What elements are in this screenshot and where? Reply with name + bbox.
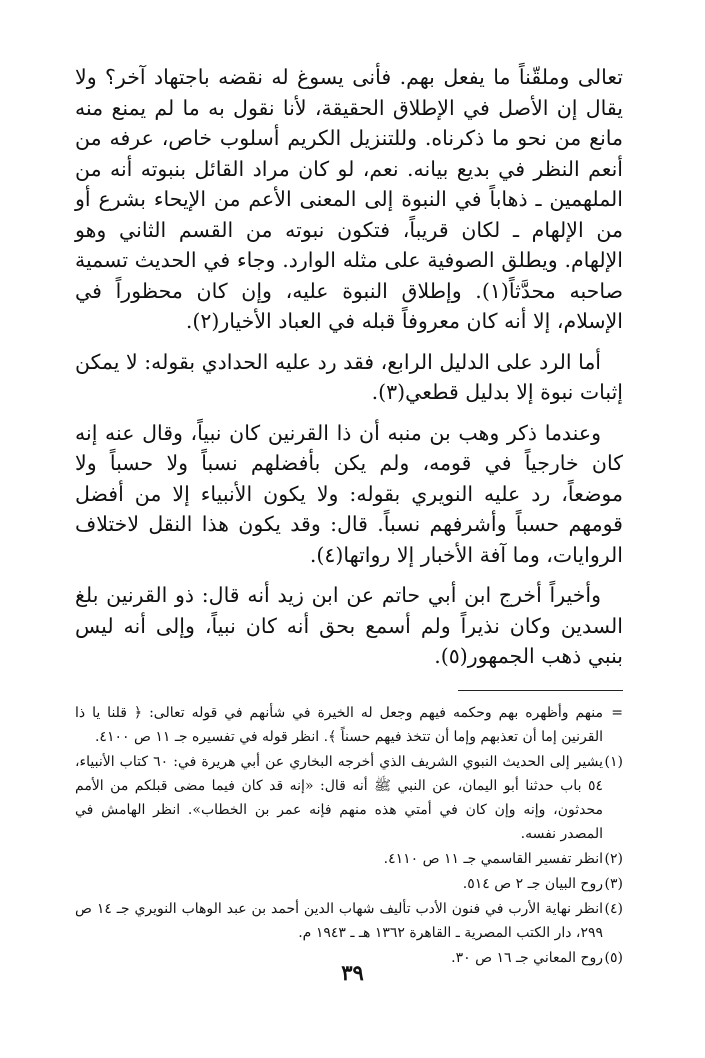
footnote-marker: (٤) bbox=[604, 900, 623, 917]
footnote-text: يشير إلى الحديث النبوي الشريف الذي أخرجه البخاري عن أبي هريرة في: ٦٠ كتاب الأنبياء، ٥٤ باب حدثنا أبو اليمان، عن النبي ﷺ أنه قال: «إنه قد كان فيما مضى قبلكم من الأمم محدثون، وإنه وإن كان في أمتي هذه منهم فإنه عمر بن الخطاب». انظر الهامش في المصدر نفسه. bbox=[75, 753, 604, 842]
paragraph-3: وعندما ذكر وهب بن منبه أن ذا القرنين كان نبياً، وقال عنه إنه كان خارجياً في قومه، ولم يكن بأفضلهم نسباً ولا حسباً ولا موضعاً، رد عليه النويري بقوله: ولا يكون الأنبياء إلا من أفضل قومهم حسباً وأشرفهم نسباً. قال: وقد يكون هذا النقل لاختلاف الروايات، وما آفة الأخبار إلا رواتها(٤). bbox=[75, 420, 623, 567]
footnote-2 bbox=[75, 847, 623, 871]
footnotes bbox=[75, 701, 623, 970]
footnote-marker: = bbox=[611, 704, 623, 721]
footnote-separator bbox=[458, 690, 623, 691]
footnote-marker: (٥) bbox=[604, 949, 623, 966]
footnote-4 bbox=[75, 897, 623, 945]
footnote-marker: (٢) bbox=[604, 850, 623, 867]
footnote-3 bbox=[75, 872, 623, 896]
paragraph-2: أما الرد على الدليل الرابع، فقد رد عليه الحدادي بقوله: لا يمكن إثبات نبوة إلا بدليل قطعي(٣). bbox=[75, 349, 623, 404]
main-body bbox=[75, 62, 623, 672]
footnote-continued bbox=[75, 701, 623, 749]
footnote-marker: (١) bbox=[604, 753, 623, 770]
page-number: ٣٩ bbox=[341, 960, 364, 985]
footnote-text: روح البيان جـ ٢ ص ٥١٤. bbox=[462, 875, 603, 892]
document-page bbox=[75, 62, 623, 1058]
paragraph-1: تعالى وملقّناً ما يفعل بهم. فأنى يسوغ له نقضه باجتهاد آخر؟ ولا يقال إن الأصل في الإطلاق الحقيقة، لأنا نقول به ما لم يمنع منه مانع من نحو ما ذكرناه. وللتنزيل الكريم أسلوب خاص، عرفه من أنعم النظر في بديع بيانه. نعم، لو كان مراد القائل بنبوته أنه من الملهمين ـ ذهاباً في النبوة إلى المعنى الأعم من الإيحاء بشرع أو من الإلهام ـ لكان قريباً، فتكون نبوته من القسم الثاني وهو الإلهام. ويطلق الصوفية على مثله الوارد. وجاء في الحديث تسمية صاحبه محدَّثاً(١). وإطلاق النبوة عليه، وإن كان محظوراً في الإسلام، إلا أنه كان معروفاً قبله في العباد الأخيار(٢). bbox=[75, 65, 623, 333]
footnote-1 bbox=[75, 750, 623, 846]
footnote-text: روح المعاني جـ ١٦ ص ٣٠. bbox=[451, 949, 603, 966]
footnote-text: انظر تفسير القاسمي جـ ١١ ص ٤١١٠. bbox=[383, 850, 603, 867]
footnote-text: انظر نهاية الأرب في فنون الأدب تأليف شهاب الدين أحمد بن عبد الوهاب النويري جـ ١٤ ص ٢٩٩، دار الكتب المصرية ـ القاهرة ١٣٦٢ هـ ـ ١٩٤٣ م. bbox=[75, 900, 603, 941]
footnote-marker: (٣) bbox=[604, 875, 623, 892]
paragraph-4: وأخيراً أخرج ابن أبي حاتم عن ابن زيد أنه قال: ذو القرنين بلغ السدين وكان نذيراً ولم أسمع بحق أنه كان نبياً، وإلى أنه ليس بنبي ذهب الجمهور(٥). bbox=[75, 583, 623, 668]
footnote-text: منهم وأظهره بهم وحكمه فيهم وجعل له الخيرة في شأنهم في قوله تعالى: ﴿ قلنا يا ذا القرنين إما أن تعذبهم وإما أن تتخذ فيهم حسناً ﴾. انظر قوله في تفسيره جـ ١١ ص ٤١٠٠. bbox=[75, 704, 603, 745]
